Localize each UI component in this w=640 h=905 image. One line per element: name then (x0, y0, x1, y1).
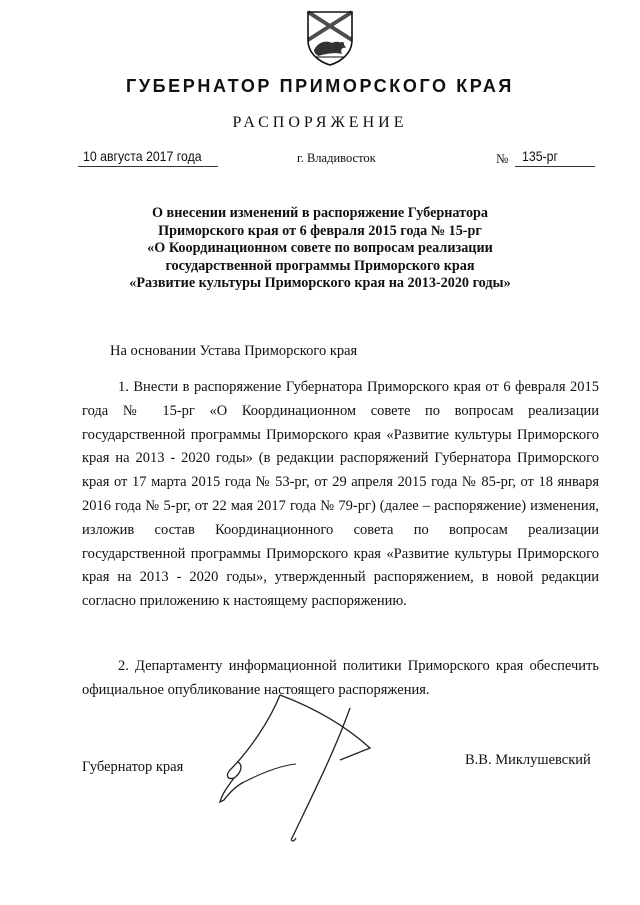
handwritten-signature (200, 690, 390, 850)
paragraph-2: 2. Департаменту информационной политики Приморского края обеспечить официальное опубликование настоящего распоряжения. (82, 658, 599, 698)
document-number: 135-рг (522, 148, 559, 164)
number-underline (515, 166, 595, 167)
paragraph-1: 1. Внести в распоряжение Губернатора Приморского края от 6 февраля 2015 года № 15-рг «О Координационном совете по вопросам реализации государственной программы Приморского края «Развитие культуры Приморского края на 2013 - 2020 годы» (в редакции распоряжений Губернатора Приморского края от 17 марта 2015 года № 53-рг, от 29 апреля 2015 года № 85-рг, от 18 января 2016 года № 5-рг, от 22 мая 2017 года № 79-рг) (далее – распоряжение) изменения, изложив состав Координационного совета по вопросам реализации государственной программы Приморского края «Развитие культуры Приморского края на 2013 - 2020 годы», утвержденный распоряжением, в новой редакции согласно приложению к настоящему распоряжению. (82, 379, 599, 610)
subject-line: государственной программы Приморского края (165, 257, 475, 274)
document-subject (100, 205, 540, 293)
document-date: 10 августа 2017 года (83, 148, 202, 164)
date-underline (78, 166, 218, 167)
coat-of-arms-icon (304, 10, 356, 66)
signatory-title: Губернатор края (82, 759, 184, 775)
subject-line: «О Координационном совете по вопросам реализации (147, 240, 493, 256)
document-city: г. Владивосток (297, 151, 376, 165)
number-prefix: № (496, 151, 509, 166)
document-type: РАСПОРЯЖЕНИЕ (232, 114, 408, 131)
signatory-name: В.В. Миклушевский (465, 752, 591, 768)
subject-line: «Развитие культуры Приморского края на 2013-2020 годы» (129, 275, 511, 291)
subject-line: О внесении изменений в распоряжение Губернатора (151, 205, 489, 221)
governor-title: ГУБЕРНАТОР ПРИМОРСКОГО КРАЯ (126, 76, 514, 96)
legal-basis: На основании Устава Приморского края (110, 343, 358, 359)
subject-line: Приморского края от 6 февраля 2015 года № 15-рг (158, 222, 482, 239)
